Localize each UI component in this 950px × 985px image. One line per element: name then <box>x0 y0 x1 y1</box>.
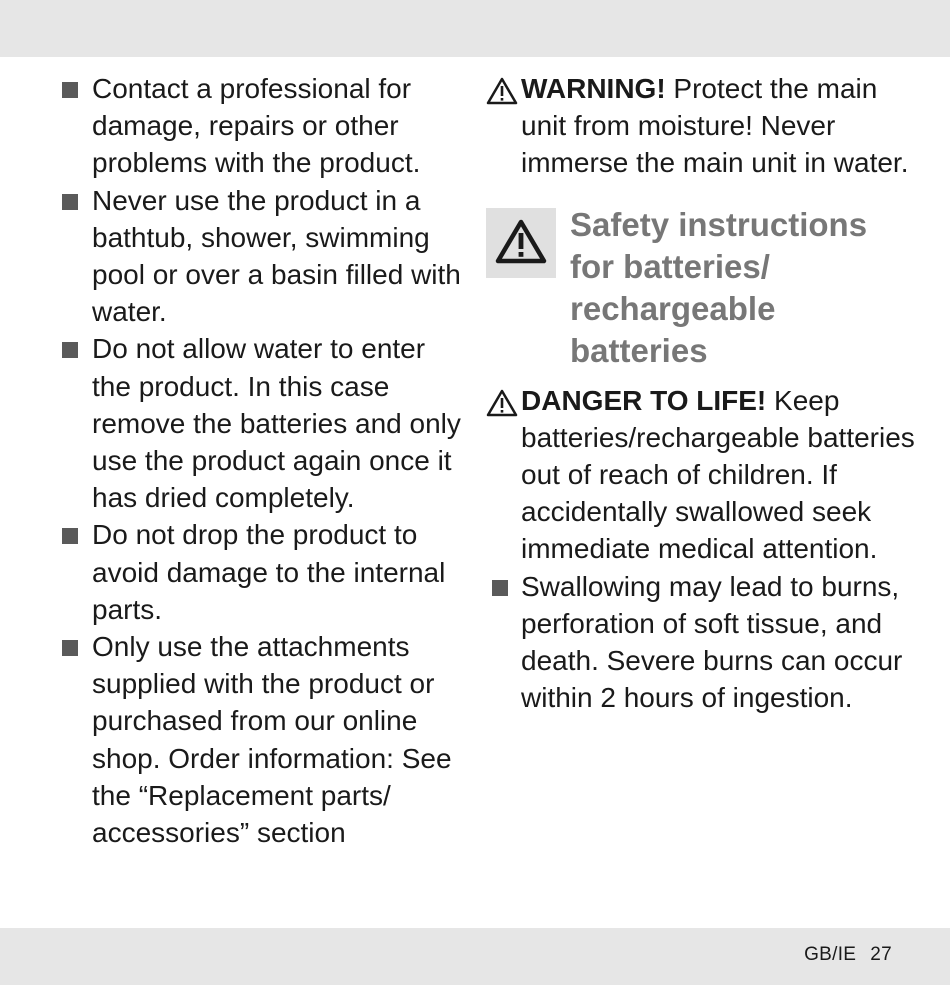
warning-triangle-icon <box>495 218 547 264</box>
list-item-text: Do not drop the product to avoid damage to the internal parts. <box>92 519 446 625</box>
warning-text: Protect the main unit from moisture! Never immerse the main unit in water. <box>521 73 909 179</box>
list-item <box>486 568 916 717</box>
list-item-text: Contact a professional for damage, repairs or other problems with the product. <box>92 73 421 179</box>
top-band <box>0 0 950 57</box>
danger-block <box>486 382 916 568</box>
list-item <box>62 70 462 182</box>
bullet-square-icon <box>62 640 78 656</box>
list-item <box>62 628 462 851</box>
region-label: GB/IE <box>804 944 857 965</box>
danger-text: Keep batteries/rechargeable batteries out of reach of children. If accidentally swallowed seek immediate medical attention. <box>521 384 915 565</box>
right-column <box>486 70 916 716</box>
danger-label: DANGER TO LIFE! <box>521 384 767 416</box>
left-column <box>62 70 462 851</box>
list-item-text: Only use the attachments supplied with the product or purchased from our online shop. Order information: See the “Replacement parts/ accessories” section <box>92 631 452 849</box>
warning-label: WARNING! <box>521 73 666 104</box>
warning-triangle-icon <box>486 77 518 105</box>
section-icon-box <box>486 208 556 278</box>
bullet-square-icon <box>62 194 78 210</box>
list-item <box>62 330 462 516</box>
warning-triangle-icon <box>486 389 518 417</box>
list-item-text: Do not allow water to enter the product. In this case remove the batteries and only use the product again once it has dried completely. <box>92 333 461 514</box>
list-item-text: Swallowing may lead to burns, perforation of soft tissue, and death. Severe burns can occur within 2 hours of ingestion. <box>521 570 903 714</box>
warning-block <box>486 70 916 182</box>
page-number: 27 <box>870 944 892 965</box>
list-item-text: Never use the product in a bathtub, shower, swimming pool or over a basin filled with water. <box>92 184 461 328</box>
bullet-square-icon <box>62 528 78 544</box>
section-title: Safety instructions for batteries/ rechargeable batteries <box>570 205 868 369</box>
section-heading <box>486 204 916 372</box>
list-item <box>62 516 462 628</box>
page-footer <box>804 944 892 966</box>
bullet-square-icon <box>62 82 78 98</box>
list-item <box>62 182 462 331</box>
bullet-square-icon <box>492 580 508 596</box>
bullet-square-icon <box>62 342 78 358</box>
